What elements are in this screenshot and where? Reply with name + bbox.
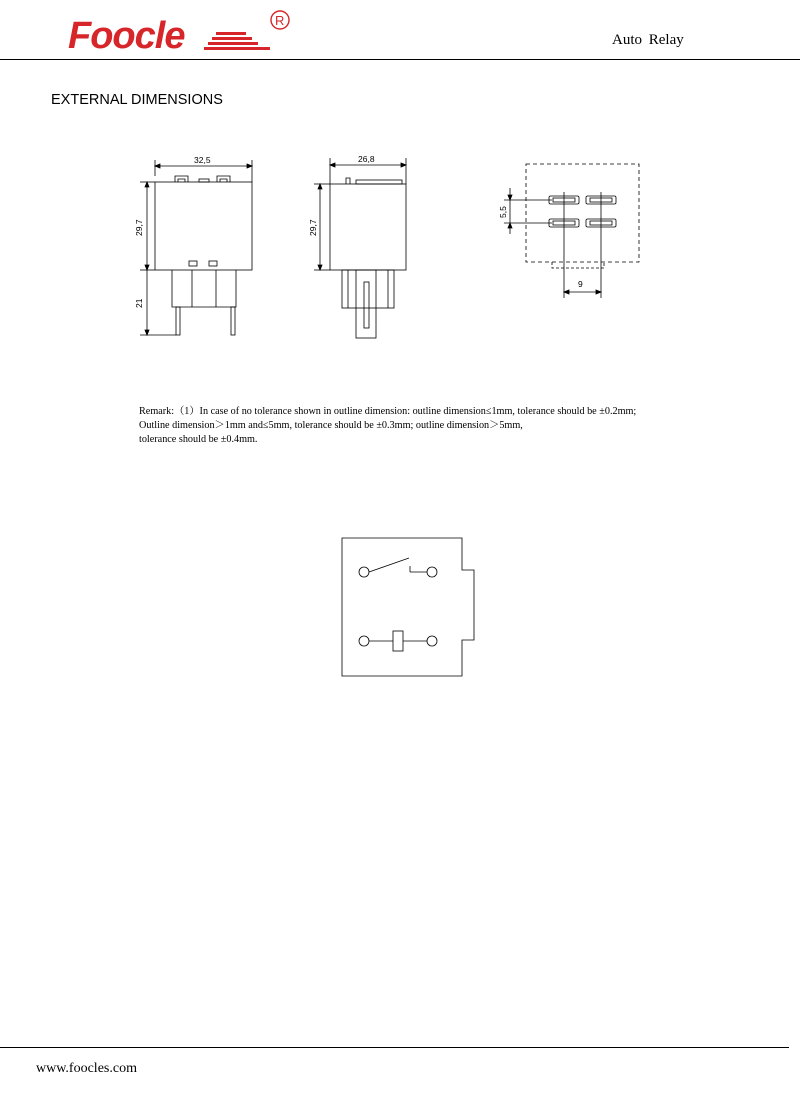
coil-symbol <box>393 631 403 651</box>
remark-line-2: Outline dimension＞1mm and≤5mm, tolerance should be ±0.3mm; outline dimension＞5mm, <box>139 420 523 431</box>
tolerance-remark <box>139 405 739 447</box>
pin-layout-drawing <box>504 164 639 298</box>
external-dimensions-drawing <box>120 140 660 350</box>
front-width-label: 32,5 <box>194 155 211 165</box>
front-height-label: 29,7 <box>134 219 144 236</box>
wiring-diagram <box>330 530 490 690</box>
switch-terminal-left <box>359 567 369 577</box>
switch-blade <box>369 558 409 572</box>
side-width-label: 26,8 <box>358 154 375 164</box>
front-view-drawing <box>140 160 252 335</box>
remark-line-1: Remark:（1）In case of no tolerance shown in outline dimension: outline dimension≤1mm, tolerance should be ±0.2mm; <box>139 406 637 417</box>
remark-line-3: tolerance should be ±0.4mm. <box>139 434 258 445</box>
coil-terminal-right <box>427 636 437 646</box>
footer-divider <box>0 1047 789 1048</box>
website-url[interactable]: www.foocles.com <box>36 1061 137 1076</box>
pin-length-label: 21 <box>134 298 144 308</box>
coil-terminal-left <box>359 636 369 646</box>
svg-text:R: R <box>275 13 285 28</box>
svg-text:Foocle: Foocle <box>68 15 185 56</box>
side-view-drawing <box>314 158 406 338</box>
product-label: Auto Relay <box>612 32 684 48</box>
switch-terminal-right <box>427 567 437 577</box>
side-height-label: 29,7 <box>308 219 318 236</box>
pin-row-pitch-label: 5,5 <box>498 206 508 218</box>
header-divider <box>0 59 800 60</box>
section-title: EXTERNAL DIMENSIONS <box>51 92 223 108</box>
brand-logo <box>66 8 296 56</box>
pin-column-pitch-label: 9 <box>578 279 583 289</box>
